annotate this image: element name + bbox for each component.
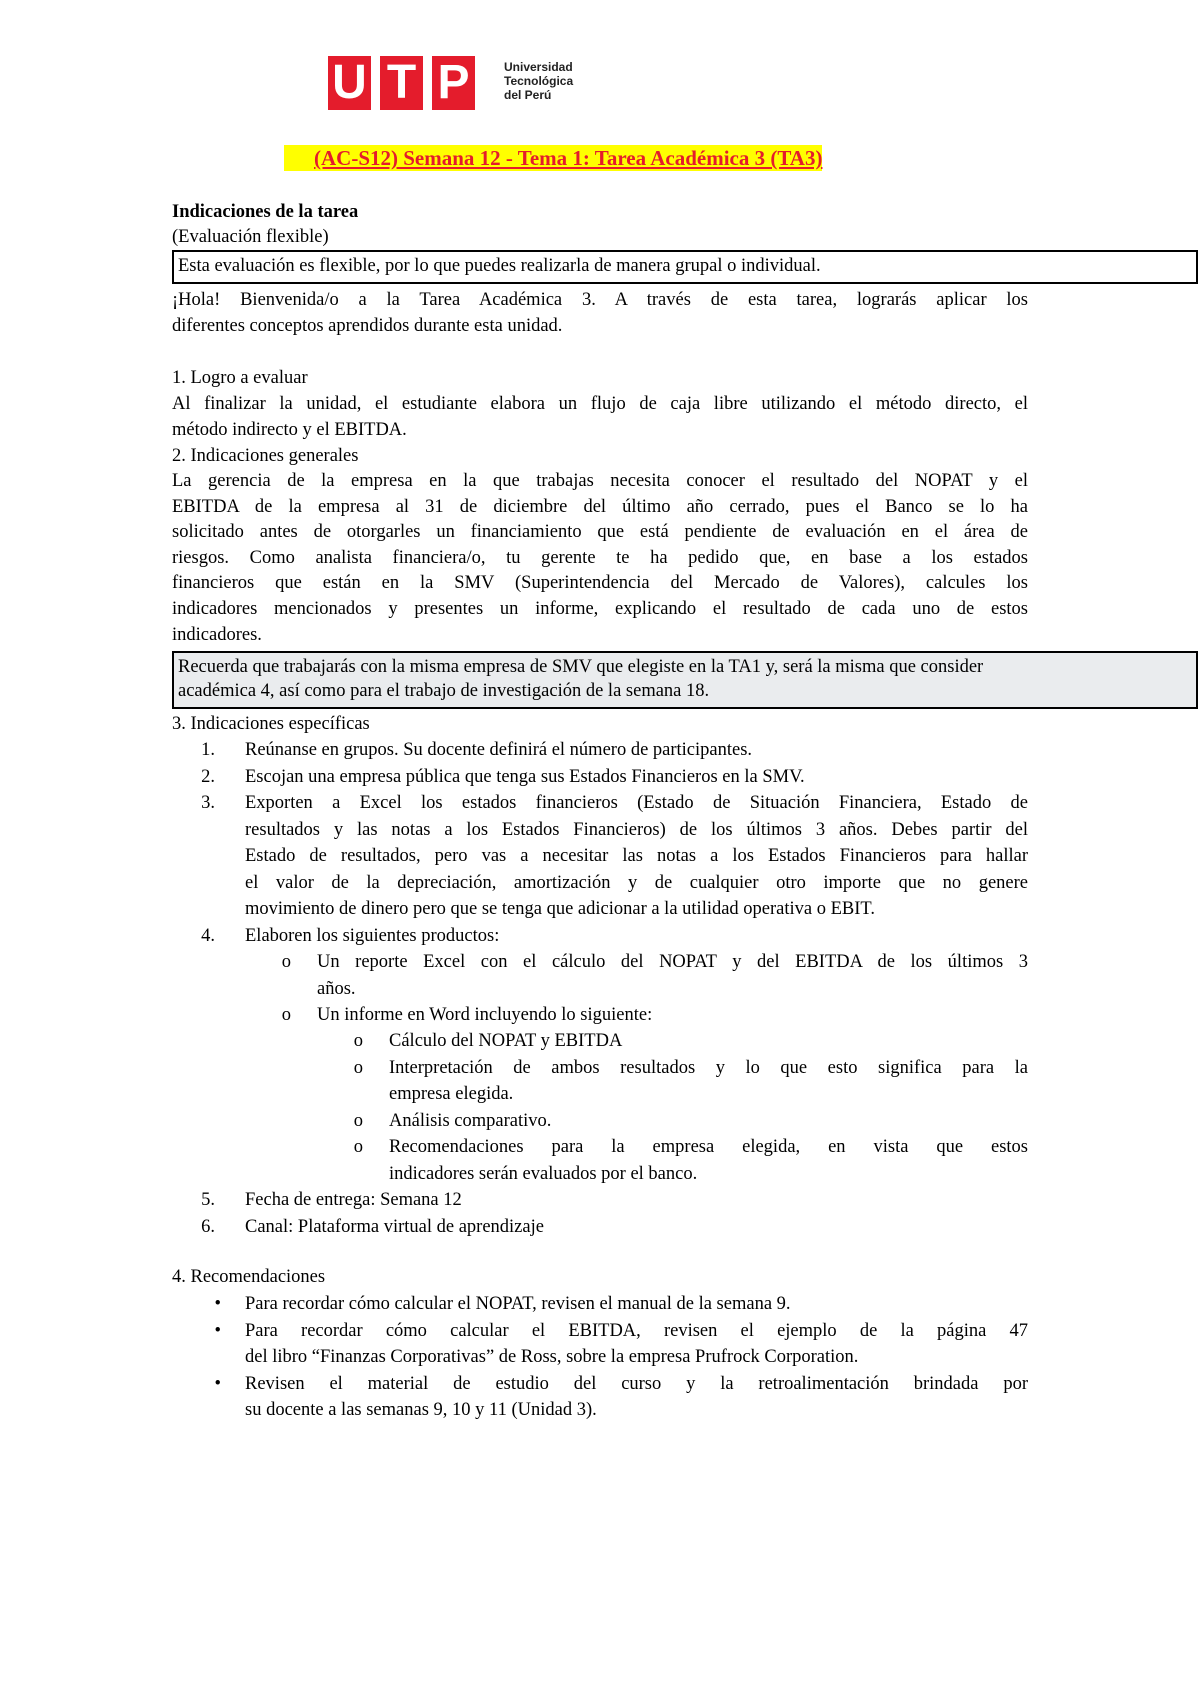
section1-heading: 1. Logro a evaluar [172, 368, 308, 388]
list-item: o Recomendaciones para la empresa elegida, en vista que estos indicadores serán evaluados por el banco. [353, 1137, 1028, 1184]
list-item: 3. Exporten a Excel los estados financieros (Estado de Situación Financiera, Estado de resultados y las notas a los Estados Financieros) de los últimos 3 años. Debes partir del Estado de resultados, pero vas a necesitar las notas a los Estados Financieros para hallar el valor de la depreciación, amortización y de cualquier otro importe que no genere movimiento de dinero pero que se tenga que adicionar a la utilidad operativa o EBIT. [201, 793, 1028, 919]
list-item: • Para recordar cómo calcular el NOPAT, revisen el manual de la semana 9. [214, 1294, 791, 1314]
section3-list [201, 737, 1028, 949]
list-item: o Interpretación de ambos resultados y lo que esto significa para la empresa elegida. [353, 1057, 1028, 1104]
section4-heading: 4. Recomendaciones [172, 1267, 326, 1287]
section3-heading: 3. Indicaciones específicas [172, 714, 370, 734]
informe-list [353, 1028, 1028, 1187]
page-title: (AC-S12) Semana 12 - Tema 1: Tarea Académica 3 (TA3) [284, 145, 822, 171]
list-item: o Análisis comparativo. [353, 1110, 552, 1131]
list-item: 2. Escojan una empresa pública que tenga sus Estados Financieros en la SMV. [201, 766, 805, 787]
list-item: • Para recordar cómo calcular el EBITDA, revisen el ejemplo de la página 47 del libro “Finanzas Corporativas” de Ross, sobre la empresa Prufrock Corporation. [214, 1320, 1028, 1367]
logo-letter-u: U [328, 56, 371, 110]
logo-letter-p: P [432, 56, 475, 110]
list-item: o Un reporte Excel con el cálculo del NOPAT y del EBITDA de los últimos 3 años. [281, 952, 1028, 999]
section2-paragraph: La gerencia de la empresa en la que trabajas necesita conocer el resultado del NOPAT y el EBITDA de la empresa al 31 de diciembre del último año cerrado, pues el Banco se lo ha solicitado antes de otorgarles un financiamiento que está pendiente de evaluación en el área de riesgos. Como analista financiera/o, tu gerente te ha pedido que, en base a los estados financieros que están en la SMV (Superintendencia del Mercado de Valores), calcules los indicadores mencionados y presentes un informe, explicando el resultado de cada uno de estos indicadores. [172, 471, 1028, 645]
list-item: 5. Fecha de entrega: Semana 12 [201, 1190, 462, 1210]
list-item: 4. Elaboren los siguientes productos: [201, 925, 500, 946]
indicaciones-heading: Indicaciones de la tarea [172, 202, 359, 222]
list-item: o Cálculo del NOPAT y EBITDA [353, 1031, 623, 1051]
evaluacion-label: (Evaluación flexible) [172, 227, 329, 247]
section1-paragraph: Al finalizar la unidad, el estudiante elabora un flujo de caja libre utilizando el método directo, el método indirecto y el EBITDA. [172, 394, 1028, 440]
flexible-notice-box: Esta evaluación es flexible, por lo que puedes realizarla de manera grupal o individual. [172, 250, 1198, 284]
list-item: 6. Canal: Plataforma virtual de aprendizaje [201, 1216, 544, 1237]
list-item: • Revisen el material de estudio del curso y la retroalimentación brindada por su docente a las semanas 9, 10 y 11 (Unidad 3). [214, 1373, 1028, 1420]
recuerda-notice-box: Recuerda que trabajarás con la misma empresa de SMV que elegiste en la TA1 y, será la misma que consider académica 4, así como para el trabajo de investigación de la semana 18. [172, 651, 1198, 709]
logo-text: Universidad Tecnológica del Perú [504, 60, 574, 102]
list-item: o Un informe en Word incluyendo lo siguiente: [281, 1005, 653, 1025]
section3-final-list [201, 1187, 1028, 1240]
intro-paragraph: ¡Hola! Bienvenida/o a la Tarea Académica 3. A través de esta tarea, lograrás aplicar los diferentes conceptos aprendidos durante esta unidad. [172, 290, 1028, 336]
products-list [281, 949, 1028, 1029]
recommendations-list [214, 1291, 1028, 1424]
section2-heading: 2. Indicaciones generales [172, 446, 359, 466]
list-item: 1. Reúnanse en grupos. Su docente definirá el número de participantes. [201, 740, 753, 760]
logo-letter-t: T [380, 56, 423, 110]
